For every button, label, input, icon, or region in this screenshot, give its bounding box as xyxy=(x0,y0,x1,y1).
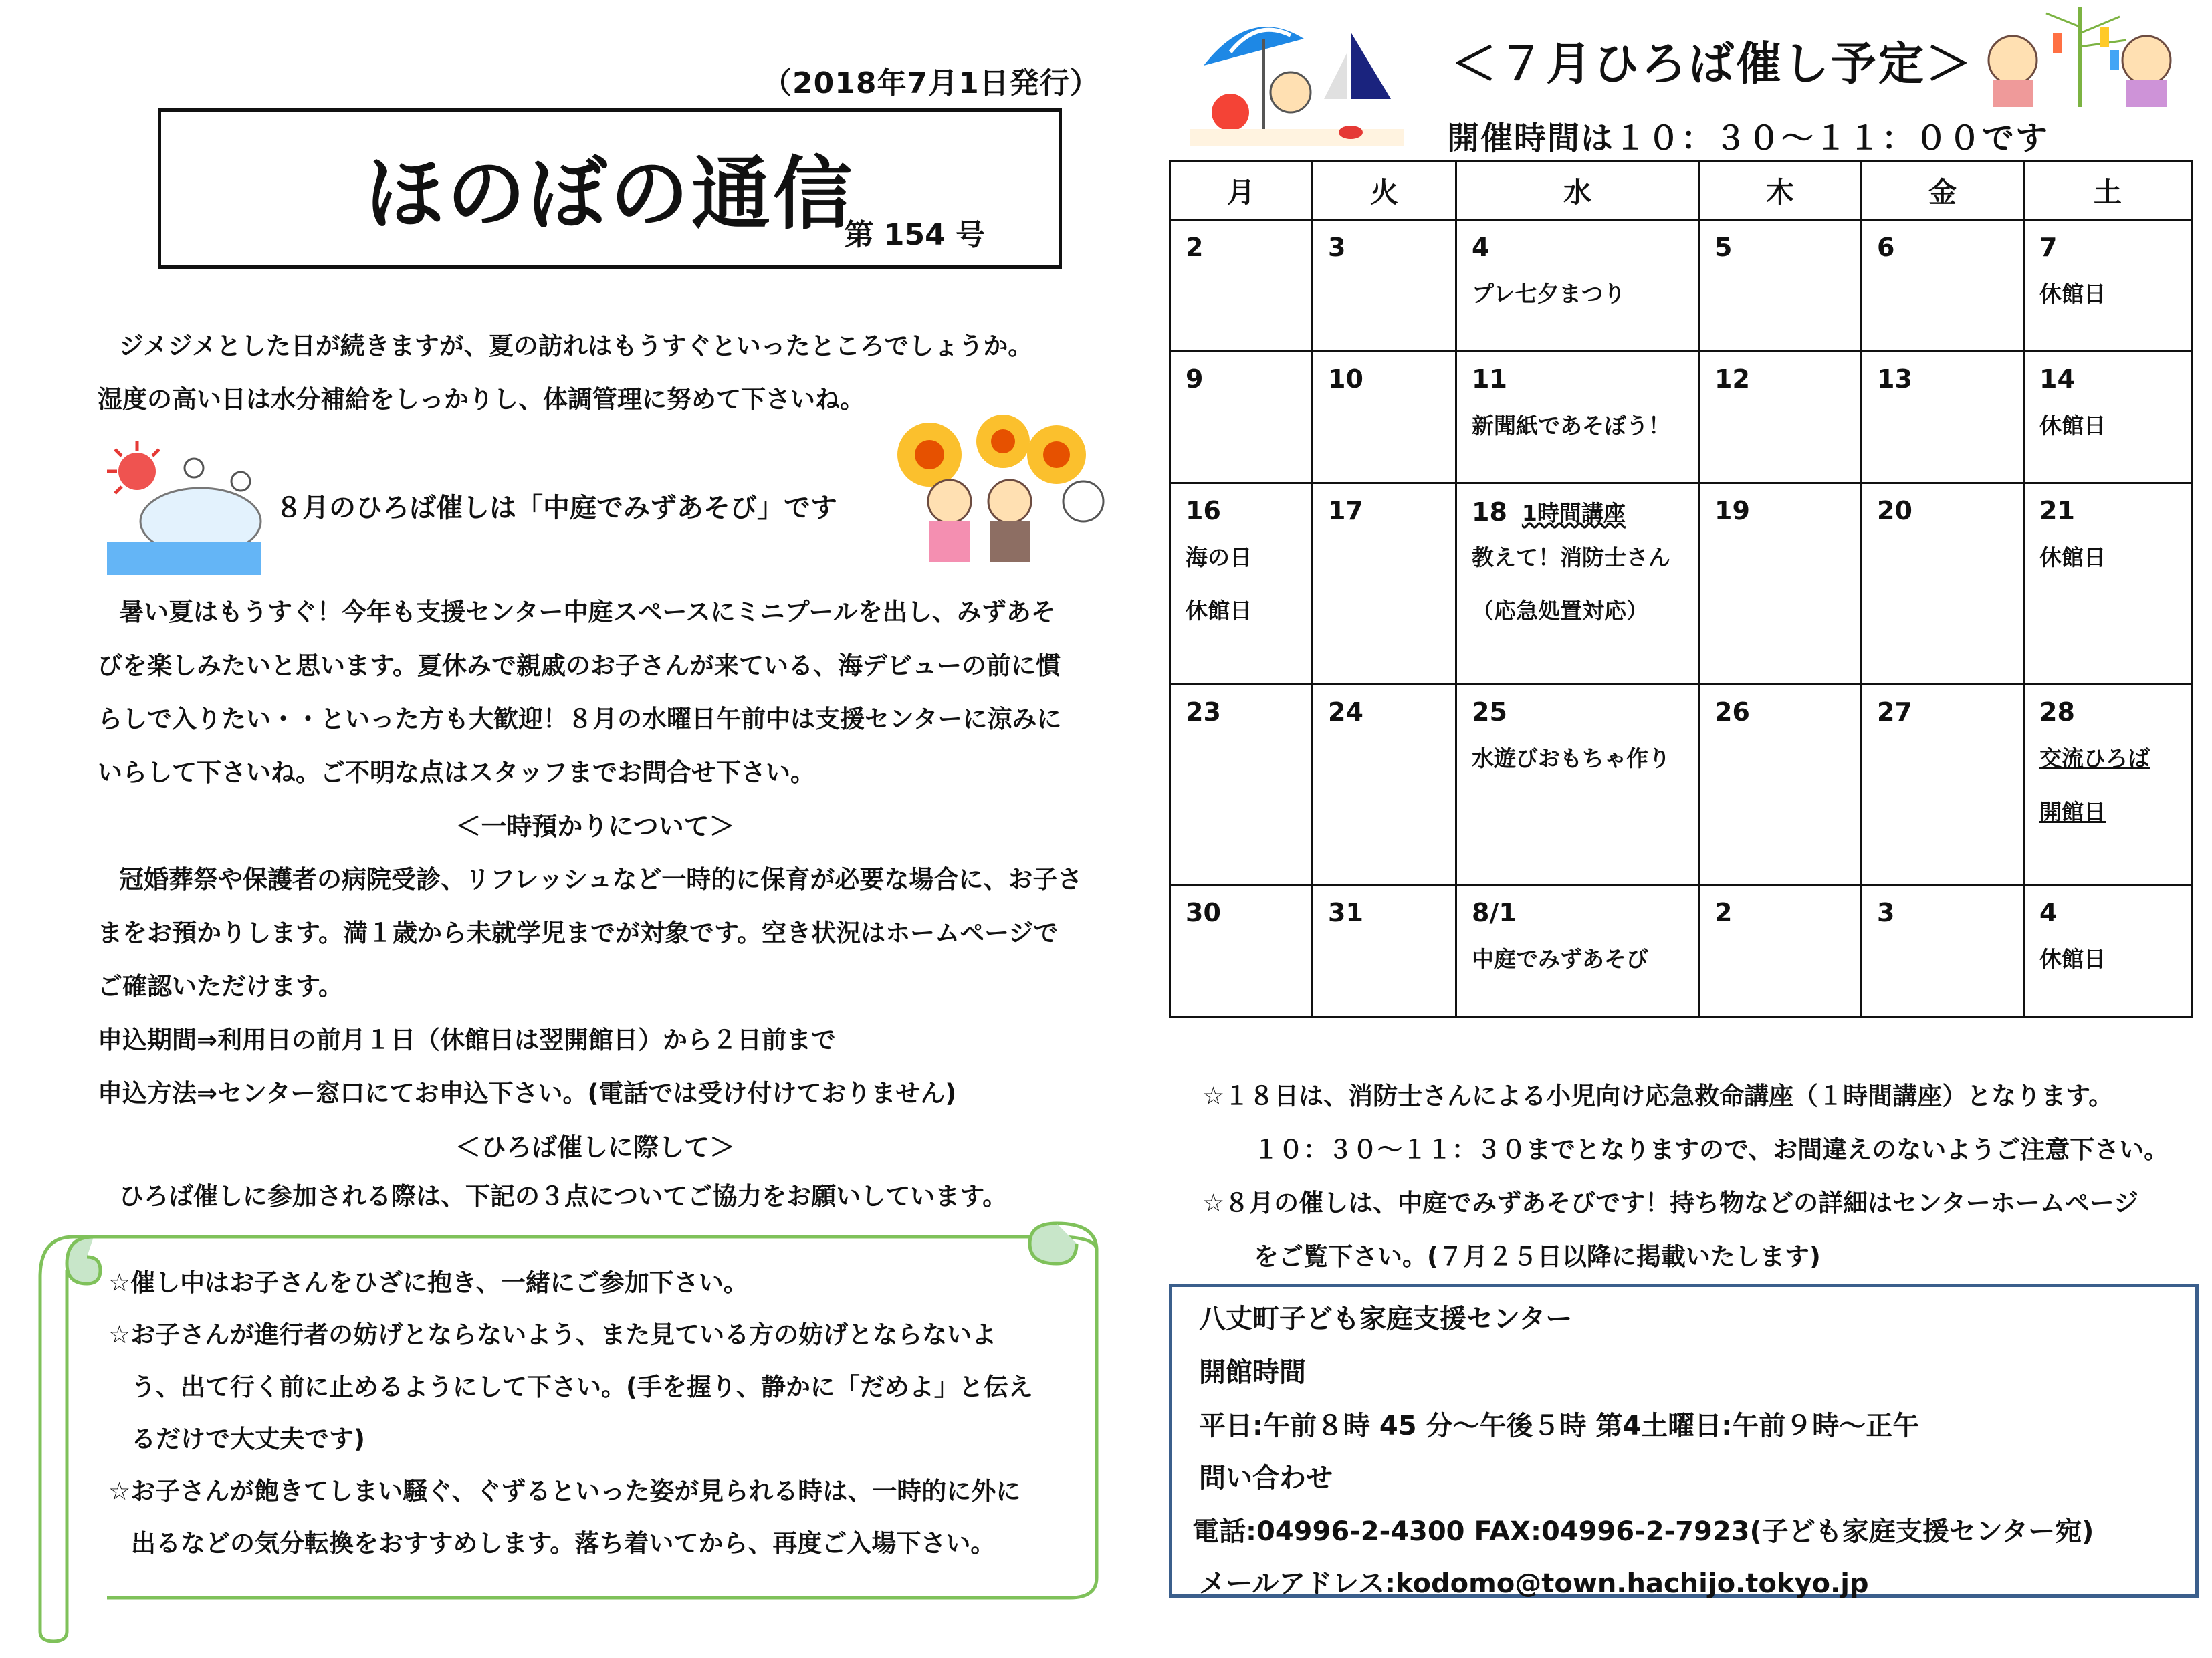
day-number-text: 3 xyxy=(1877,897,1895,927)
day-number-text: 16 xyxy=(1186,496,1221,526)
lecture-tag: 1時間講座 xyxy=(1521,500,1626,527)
temporary-care-body-1: 冠婚葬祭や保護者の病院受診、リフレッシュなど一時的に保育が必要な場合に、お子さ xyxy=(119,865,1083,894)
day-number xyxy=(2025,484,2191,531)
application-method: 申込方法⇒センター窓口にてお申込下さい。(電話では受け付けておりません) xyxy=(98,1079,957,1108)
day-number xyxy=(1862,685,2023,732)
day-number-text: 18 xyxy=(1472,497,1507,527)
day-number xyxy=(1171,886,1311,933)
calendar-day-cell xyxy=(1699,884,1862,1016)
sun-swimming-illustration xyxy=(100,435,267,582)
day-number-text: 6 xyxy=(1877,233,1895,262)
calendar-day-cell xyxy=(2024,352,2192,483)
day-number-text: 13 xyxy=(1877,364,1912,394)
contact-info-box xyxy=(1169,1284,2199,1598)
day-number xyxy=(1313,886,1455,933)
day-number-text: 20 xyxy=(1877,496,1912,526)
calendar-day-cell xyxy=(1699,352,1862,483)
august-body-2: びを楽しみたいと思います。夏休みで親戚のお子さんが来ている、海デビューの前に慣 xyxy=(98,651,1061,680)
hiroba-rules-heading: ＜ひろば催しに際して＞ xyxy=(455,1133,735,1162)
calendar-day-cell xyxy=(1456,220,1699,352)
day-number xyxy=(1700,886,1860,933)
day-number xyxy=(2025,221,2191,267)
day-number-text: 10 xyxy=(1328,364,1363,394)
weekday-header: 月 xyxy=(1170,162,1313,220)
event-label: 教えて！消防士さん xyxy=(1472,544,1670,571)
weekday-header: 土 xyxy=(2024,162,2192,220)
issue-date: （2018年7月1日発行） xyxy=(762,66,1100,100)
day-number-text: 28 xyxy=(2039,697,2075,727)
event-label: 休館日 xyxy=(2039,281,2106,307)
day-number xyxy=(1171,484,1311,531)
event-label: 新聞紙であそぼう！ xyxy=(1472,412,1670,439)
august-body-4: いらして下さいね。ご不明な点はスタッフまでお問合せ下さい。 xyxy=(98,758,815,787)
day-number-text: 31 xyxy=(1328,897,1363,927)
event-label: 休館日 xyxy=(2039,945,2106,972)
calendar-day-cell xyxy=(1170,352,1313,483)
calendar-day-cell xyxy=(1862,684,2024,884)
newsletter-title-box xyxy=(158,108,1062,269)
note-line-3: ☆８月の催しは、中庭でみずあそびです！持ち物などの詳細はセンターホームページ xyxy=(1202,1189,2138,1217)
calendar-day-cell xyxy=(1313,884,1456,1016)
calendar-day-cell xyxy=(1170,483,1313,684)
day-number-text: 2 xyxy=(1186,233,1204,262)
rule-item-3-cont: 出るなどの気分転換をおすすめします。落ち着いてから、再度ご入場下さい。 xyxy=(131,1529,996,1558)
day-number-text: 27 xyxy=(1877,697,1912,727)
day-number xyxy=(1457,221,1698,267)
day-number-text: 24 xyxy=(1328,697,1363,727)
hiroba-rules-intro: ひろば催しに参加される際は、下記の３点についてご協力をお願いしています。 xyxy=(119,1182,1008,1211)
event-label: 休館日 xyxy=(2039,544,2106,571)
org-name: 八丈町子ども家庭支援センター xyxy=(1199,1304,1573,1334)
event-label: 中庭でみずあそび xyxy=(1472,945,1648,972)
day-number xyxy=(1700,685,1860,732)
day-number xyxy=(1313,221,1455,267)
note-line-1: ☆１８日は、消防士さんによる小児向け応急救命講座（１時間講座）となります。 xyxy=(1202,1082,2114,1110)
temporary-care-heading: ＜一時預かりについて＞ xyxy=(455,812,735,841)
day-number-text: 19 xyxy=(1715,496,1750,526)
note-line-4: をご覧下さい。(７月２５日以降に掲載いたします) xyxy=(1229,1242,1821,1271)
calendar-day-cell xyxy=(1313,684,1456,884)
calendar-day-cell xyxy=(1456,884,1699,1016)
day-number-text: 11 xyxy=(1472,364,1507,394)
hours-label: 開館時間 xyxy=(1199,1357,1306,1388)
calendar-day-cell xyxy=(1862,220,2024,352)
day-number xyxy=(1862,886,2023,933)
event-label: 水遊びおもちゃ作り xyxy=(1472,745,1670,772)
day-number xyxy=(1862,352,2023,399)
day-number xyxy=(1313,484,1455,531)
rule-item-3: ☆お子さんが飽きてしまい騒ぐ、ぐずるといった姿が見られる時は、一時的に外に xyxy=(108,1477,1021,1506)
calendar-week-row xyxy=(1170,220,2192,352)
calendar-day-cell xyxy=(1862,483,2024,684)
day-number-text: 4 xyxy=(2039,897,2058,927)
calendar-day-cell xyxy=(1699,220,1862,352)
temporary-care-body-3: ご確認いただけます。 xyxy=(98,972,344,1001)
calendar-title: ＜７月ひろば催し予定＞ xyxy=(1451,38,1974,91)
day-number-text: 26 xyxy=(1715,697,1750,727)
day-number xyxy=(2025,886,2191,933)
day-number-text: 7 xyxy=(2039,233,2058,262)
day-number xyxy=(1171,685,1311,732)
day-number-text: 3 xyxy=(1328,233,1346,262)
day-number xyxy=(1313,352,1455,399)
day-number xyxy=(1457,685,1698,732)
phone-fax: 電話:04996-2-4300 FAX:04996-2-7923(子ども家庭支援センター宛) xyxy=(1192,1516,2094,1547)
calendar-week-row xyxy=(1170,684,2192,884)
calendar-day-cell xyxy=(2024,483,2192,684)
calendar-week-row xyxy=(1170,352,2192,483)
calendar-notes xyxy=(1202,1070,2169,1284)
day-number xyxy=(1457,352,1698,399)
issue-number: 第 154 号 xyxy=(844,218,985,252)
calendar-day-cell xyxy=(1862,884,2024,1016)
email-address[interactable]: メールアドレス:kodomo@town.hachijo.tokyo.jp xyxy=(1199,1568,1869,1599)
event-label: （応急処置対応） xyxy=(1472,598,1648,624)
event-calendar xyxy=(1169,160,2193,1018)
day-number xyxy=(1700,352,1860,399)
application-period: 申込期間⇒利用日の前月１日（休館日は翌開館日）から２日前まで xyxy=(98,1026,837,1054)
calendar-day-cell xyxy=(1456,483,1699,684)
day-number xyxy=(2025,352,2191,399)
event-label: 開館日 xyxy=(2039,798,2106,825)
calendar-day-cell xyxy=(1313,352,1456,483)
calendar-week-row xyxy=(1170,884,2192,1016)
weekday-header: 火 xyxy=(1313,162,1456,220)
calendar-day-cell xyxy=(1456,684,1699,884)
weekday-header: 水 xyxy=(1456,162,1699,220)
calendar-day-cell xyxy=(1699,684,1862,884)
day-number-text: 30 xyxy=(1186,897,1221,927)
rule-item-2: ☆お子さんが進行者の妨げとならないよう、また見ている方の妨げとならないよ xyxy=(108,1320,997,1349)
calendar-day-cell xyxy=(1456,352,1699,483)
calendar-day-cell xyxy=(1313,220,1456,352)
day-number-text: 17 xyxy=(1328,496,1363,526)
rule-item-2-cont: う、出て行く前に止めるようにして下さい。(手を握り、静かに「だめよ」と伝え xyxy=(131,1373,1033,1401)
weekday-header: 木 xyxy=(1699,162,1862,220)
event-label: 交流ひろば xyxy=(2039,745,2150,772)
day-number xyxy=(1862,221,2023,267)
event-label: 休館日 xyxy=(1186,598,1252,624)
calendar-day-cell xyxy=(1862,352,2024,483)
event-label: 休館日 xyxy=(2039,412,2106,439)
calendar-hours: 開催時間は１０：３０～１１：００です xyxy=(1447,120,2050,157)
day-number xyxy=(1700,484,1860,531)
calendar-week-row xyxy=(1170,483,2192,684)
rule-item-1: ☆催し中はお子さんをひざに抱き、一緒にご参加下さい。 xyxy=(108,1268,748,1297)
day-number-text: 21 xyxy=(2039,496,2075,526)
day-number xyxy=(1171,221,1311,267)
rule-item-2-end: るだけで大丈夫です) xyxy=(131,1425,365,1453)
calendar-day-cell xyxy=(1170,220,1313,352)
day-number-text: 25 xyxy=(1472,697,1507,727)
day-number xyxy=(1457,886,1698,933)
august-headline: ８月のひろば催しは「中庭でみずあそび」です xyxy=(275,493,837,523)
calendar-day-cell xyxy=(2024,684,2192,884)
note-line-2: １０：３０～１１：３０までとなりますので、お間違えのないようご注意下さい。 xyxy=(1229,1135,2169,1164)
day-number-text: 23 xyxy=(1186,697,1221,727)
august-body-3: らしで入りたい・・といった方も大歓迎！８月の水曜日午前中は支援センターに涼みに xyxy=(98,705,1062,733)
tanabata-children-illustration xyxy=(1966,7,2193,107)
intro-line-2: 湿度の高い日は水分補給をしっかりし、体調管理に努めて下さいね。 xyxy=(98,385,865,414)
calendar-day-cell xyxy=(2024,884,2192,1016)
day-number xyxy=(1700,221,1860,267)
sunflower-children-illustration xyxy=(889,414,1110,562)
day-number-text: 5 xyxy=(1715,233,1733,262)
day-number-text: 12 xyxy=(1715,364,1750,394)
opening-hours: 平日:午前８時 45 分～午後５時 第4土曜日:午前９時～正午 xyxy=(1199,1411,1920,1441)
august-body-1: 暑い夏はもうすぐ！今年も支援センター中庭スペースにミニプールを出し、みずあそ xyxy=(119,598,1056,626)
day-number xyxy=(1313,685,1455,732)
calendar-day-cell xyxy=(2024,220,2192,352)
day-number-text: 14 xyxy=(2039,364,2075,394)
calendar-day-cell xyxy=(1699,483,1862,684)
calendar-day-cell xyxy=(1313,483,1456,684)
day-number xyxy=(1862,484,2023,531)
day-number xyxy=(1171,352,1311,399)
inquiry-label: 問い合わせ xyxy=(1199,1463,1333,1494)
calendar-day-cell xyxy=(1170,684,1313,884)
calendar-day-cell xyxy=(1170,884,1313,1016)
intro-line-1: ジメジメとした日が続きますが、夏の訪れはもうすぐといったところでしょうか。 xyxy=(119,332,1033,360)
day-number xyxy=(2025,685,2191,732)
temporary-care-body-2: まをお預かりします。満１歳から未就学児までが対象です。空き状況はホームページで xyxy=(98,919,1059,947)
day-number xyxy=(1457,484,1698,531)
newsletter-title: ほのぼの通信 xyxy=(364,148,855,240)
weekday-header: 金 xyxy=(1862,162,2024,220)
day-number-text: 4 xyxy=(1472,233,1490,262)
day-number-text: 8/1 xyxy=(1472,897,1517,927)
day-number-text: 2 xyxy=(1715,897,1733,927)
beach-umbrella-illustration xyxy=(1190,12,1404,146)
day-number-text: 9 xyxy=(1186,364,1204,394)
event-label: 海の日 xyxy=(1186,544,1252,571)
event-label: プレ七夕まつり xyxy=(1472,281,1626,307)
